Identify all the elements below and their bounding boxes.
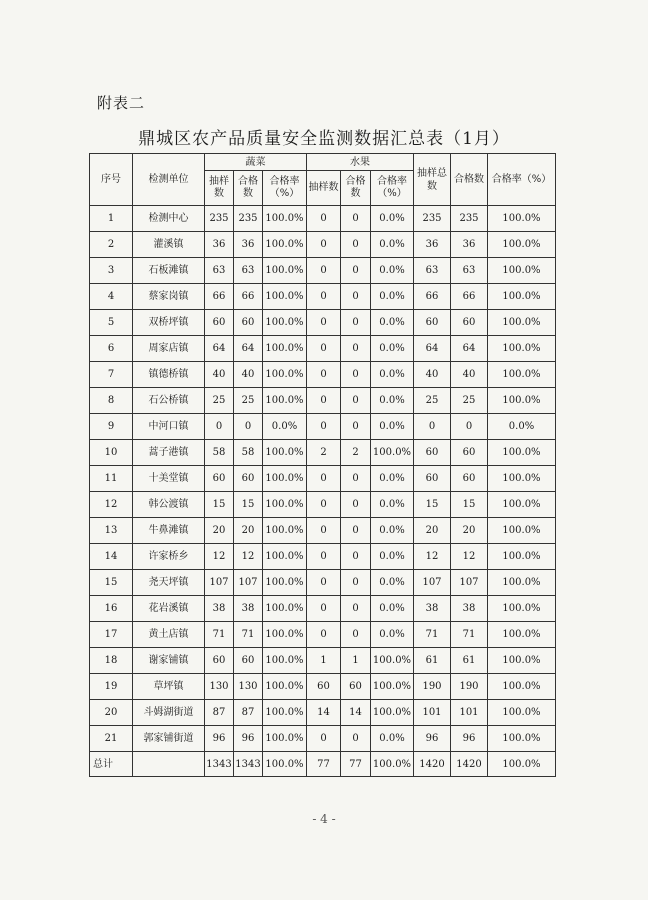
row-veg-sampled: 60 bbox=[205, 310, 234, 336]
row-index: 21 bbox=[90, 726, 133, 752]
row-unit: 尧天坪镇 bbox=[133, 570, 205, 596]
row-fruit-passed: 0 bbox=[341, 466, 371, 492]
table-row bbox=[90, 648, 556, 674]
row-total-sampled: 12 bbox=[414, 544, 451, 570]
row-veg-passed: 64 bbox=[234, 336, 263, 362]
row-total-passed: 20 bbox=[451, 518, 488, 544]
row-total-rate: 100.0% bbox=[488, 622, 556, 648]
row-unit: 韩公渡镇 bbox=[133, 492, 205, 518]
row-veg-rate: 100.0% bbox=[263, 570, 307, 596]
row-veg-rate: 100.0% bbox=[263, 362, 307, 388]
table-row bbox=[90, 310, 556, 336]
row-total-passed: 107 bbox=[451, 570, 488, 596]
row-veg-sampled: 36 bbox=[205, 232, 234, 258]
row-veg-sampled: 63 bbox=[205, 258, 234, 284]
total-unit-cell bbox=[133, 752, 205, 777]
header-vegetable-group: 蔬菜 bbox=[205, 154, 307, 171]
table-row bbox=[90, 570, 556, 596]
row-index: 3 bbox=[90, 258, 133, 284]
row-total-passed: 12 bbox=[451, 544, 488, 570]
row-veg-sampled: 40 bbox=[205, 362, 234, 388]
row-total-passed: 66 bbox=[451, 284, 488, 310]
row-fruit-rate: 0.0% bbox=[371, 414, 414, 440]
row-fruit-rate: 0.0% bbox=[371, 388, 414, 414]
row-unit: 蒿子港镇 bbox=[133, 440, 205, 466]
row-unit: 草坪镇 bbox=[133, 674, 205, 700]
row-fruit-sampled: 14 bbox=[307, 700, 341, 726]
row-total-rate: 100.0% bbox=[488, 570, 556, 596]
row-fruit-rate: 0.0% bbox=[371, 518, 414, 544]
row-veg-rate: 100.0% bbox=[263, 700, 307, 726]
row-fruit-passed: 0 bbox=[341, 622, 371, 648]
row-total-passed: 40 bbox=[451, 362, 488, 388]
row-veg-rate: 100.0% bbox=[263, 388, 307, 414]
row-fruit-passed: 0 bbox=[341, 388, 371, 414]
table-row bbox=[90, 726, 556, 752]
header-unit: 检测单位 bbox=[133, 154, 205, 206]
total-label: 总计 bbox=[90, 752, 133, 777]
table-row bbox=[90, 596, 556, 622]
total-all-sampled: 1420 bbox=[414, 752, 451, 777]
row-fruit-passed: 0 bbox=[341, 336, 371, 362]
row-index: 16 bbox=[90, 596, 133, 622]
row-total-sampled: 0 bbox=[414, 414, 451, 440]
row-total-passed: 36 bbox=[451, 232, 488, 258]
row-unit: 灌溪镇 bbox=[133, 232, 205, 258]
row-fruit-passed: 0 bbox=[341, 232, 371, 258]
page-title: 鼎城区农产品质量安全监测数据汇总表（1月） bbox=[138, 129, 510, 149]
row-fruit-rate: 0.0% bbox=[371, 362, 414, 388]
row-fruit-rate: 0.0% bbox=[371, 232, 414, 258]
row-unit: 十美堂镇 bbox=[133, 466, 205, 492]
row-fruit-rate: 0.0% bbox=[371, 570, 414, 596]
row-fruit-passed: 2 bbox=[341, 440, 371, 466]
row-fruit-passed: 0 bbox=[341, 284, 371, 310]
row-total-passed: 64 bbox=[451, 336, 488, 362]
table-row bbox=[90, 232, 556, 258]
row-total-passed: 71 bbox=[451, 622, 488, 648]
row-total-sampled: 64 bbox=[414, 336, 451, 362]
row-veg-sampled: 60 bbox=[205, 466, 234, 492]
row-fruit-rate: 100.0% bbox=[371, 440, 414, 466]
header-veg-passed: 合格数 bbox=[234, 171, 263, 206]
row-veg-passed: 40 bbox=[234, 362, 263, 388]
row-veg-rate: 100.0% bbox=[263, 544, 307, 570]
row-index: 6 bbox=[90, 336, 133, 362]
total-veg-passed: 1343 bbox=[234, 752, 263, 777]
row-total-rate: 100.0% bbox=[488, 700, 556, 726]
row-fruit-sampled: 0 bbox=[307, 284, 341, 310]
row-fruit-sampled: 0 bbox=[307, 544, 341, 570]
row-unit: 周家店镇 bbox=[133, 336, 205, 362]
row-total-sampled: 38 bbox=[414, 596, 451, 622]
row-veg-passed: 0 bbox=[234, 414, 263, 440]
row-veg-rate: 100.0% bbox=[263, 206, 307, 232]
row-fruit-passed: 0 bbox=[341, 362, 371, 388]
row-veg-sampled: 20 bbox=[205, 518, 234, 544]
row-total-rate: 100.0% bbox=[488, 440, 556, 466]
row-fruit-sampled: 2 bbox=[307, 440, 341, 466]
row-veg-sampled: 64 bbox=[205, 336, 234, 362]
table-row bbox=[90, 440, 556, 466]
row-index: 1 bbox=[90, 206, 133, 232]
row-veg-sampled: 87 bbox=[205, 700, 234, 726]
header-veg-sampled: 抽样数 bbox=[205, 171, 234, 206]
row-total-rate: 100.0% bbox=[488, 362, 556, 388]
header-fruit-passed: 合格数 bbox=[341, 171, 371, 206]
row-fruit-rate: 100.0% bbox=[371, 648, 414, 674]
row-total-sampled: 61 bbox=[414, 648, 451, 674]
header-fruit-group: 水果 bbox=[307, 154, 414, 171]
row-total-passed: 60 bbox=[451, 466, 488, 492]
row-total-rate: 100.0% bbox=[488, 310, 556, 336]
table-row bbox=[90, 466, 556, 492]
total-fruit-passed: 77 bbox=[341, 752, 371, 777]
row-veg-passed: 63 bbox=[234, 258, 263, 284]
row-index: 4 bbox=[90, 284, 133, 310]
row-unit: 牛鼻滩镇 bbox=[133, 518, 205, 544]
row-veg-passed: 20 bbox=[234, 518, 263, 544]
row-veg-passed: 12 bbox=[234, 544, 263, 570]
total-all-rate: 100.0% bbox=[488, 752, 556, 777]
row-fruit-passed: 60 bbox=[341, 674, 371, 700]
row-fruit-sampled: 0 bbox=[307, 258, 341, 284]
row-total-rate: 100.0% bbox=[488, 674, 556, 700]
header-fruit-sampled: 抽样数 bbox=[307, 171, 341, 206]
row-total-sampled: 107 bbox=[414, 570, 451, 596]
row-veg-passed: 58 bbox=[234, 440, 263, 466]
table-row bbox=[90, 492, 556, 518]
row-fruit-rate: 0.0% bbox=[371, 258, 414, 284]
row-fruit-rate: 0.0% bbox=[371, 726, 414, 752]
table-body bbox=[90, 206, 556, 752]
row-total-sampled: 60 bbox=[414, 440, 451, 466]
row-total-rate: 100.0% bbox=[488, 284, 556, 310]
row-total-passed: 96 bbox=[451, 726, 488, 752]
row-veg-rate: 100.0% bbox=[263, 232, 307, 258]
row-total-sampled: 66 bbox=[414, 284, 451, 310]
row-fruit-rate: 0.0% bbox=[371, 544, 414, 570]
row-total-rate: 100.0% bbox=[488, 518, 556, 544]
table-row bbox=[90, 414, 556, 440]
row-total-sampled: 101 bbox=[414, 700, 451, 726]
row-fruit-passed: 14 bbox=[341, 700, 371, 726]
row-total-passed: 235 bbox=[451, 206, 488, 232]
row-veg-passed: 36 bbox=[234, 232, 263, 258]
row-total-rate: 100.0% bbox=[488, 648, 556, 674]
row-fruit-sampled: 0 bbox=[307, 622, 341, 648]
row-index: 10 bbox=[90, 440, 133, 466]
table-row bbox=[90, 388, 556, 414]
row-total-sampled: 96 bbox=[414, 726, 451, 752]
row-total-sampled: 235 bbox=[414, 206, 451, 232]
row-veg-passed: 71 bbox=[234, 622, 263, 648]
row-veg-sampled: 0 bbox=[205, 414, 234, 440]
total-veg-sampled: 1343 bbox=[205, 752, 234, 777]
row-unit: 斗姆湖街道 bbox=[133, 700, 205, 726]
total-fruit-rate: 100.0% bbox=[371, 752, 414, 777]
row-veg-rate: 0.0% bbox=[263, 414, 307, 440]
row-total-passed: 60 bbox=[451, 440, 488, 466]
row-total-rate: 100.0% bbox=[488, 492, 556, 518]
row-veg-passed: 66 bbox=[234, 284, 263, 310]
header-index: 序号 bbox=[90, 154, 133, 206]
row-veg-rate: 100.0% bbox=[263, 518, 307, 544]
row-veg-rate: 100.0% bbox=[263, 310, 307, 336]
row-fruit-sampled: 0 bbox=[307, 726, 341, 752]
row-veg-passed: 87 bbox=[234, 700, 263, 726]
row-unit: 谢家铺镇 bbox=[133, 648, 205, 674]
row-veg-sampled: 38 bbox=[205, 596, 234, 622]
row-fruit-sampled: 0 bbox=[307, 362, 341, 388]
row-fruit-sampled: 0 bbox=[307, 388, 341, 414]
row-total-passed: 190 bbox=[451, 674, 488, 700]
row-fruit-rate: 0.0% bbox=[371, 622, 414, 648]
row-index: 13 bbox=[90, 518, 133, 544]
row-fruit-sampled: 0 bbox=[307, 232, 341, 258]
row-total-passed: 63 bbox=[451, 258, 488, 284]
row-index: 9 bbox=[90, 414, 133, 440]
row-total-rate: 100.0% bbox=[488, 206, 556, 232]
row-total-rate: 100.0% bbox=[488, 336, 556, 362]
row-veg-passed: 60 bbox=[234, 310, 263, 336]
row-veg-passed: 38 bbox=[234, 596, 263, 622]
row-fruit-rate: 0.0% bbox=[371, 596, 414, 622]
total-all-passed: 1420 bbox=[451, 752, 488, 777]
row-index: 12 bbox=[90, 492, 133, 518]
row-veg-rate: 100.0% bbox=[263, 440, 307, 466]
row-veg-passed: 60 bbox=[234, 648, 263, 674]
table-row bbox=[90, 622, 556, 648]
row-fruit-sampled: 1 bbox=[307, 648, 341, 674]
row-fruit-passed: 0 bbox=[341, 596, 371, 622]
row-veg-sampled: 130 bbox=[205, 674, 234, 700]
row-fruit-passed: 0 bbox=[341, 206, 371, 232]
row-total-passed: 25 bbox=[451, 388, 488, 414]
row-total-rate: 100.0% bbox=[488, 258, 556, 284]
table-row bbox=[90, 518, 556, 544]
row-veg-sampled: 60 bbox=[205, 648, 234, 674]
row-fruit-sampled: 0 bbox=[307, 414, 341, 440]
total-fruit-sampled: 77 bbox=[307, 752, 341, 777]
row-fruit-passed: 1 bbox=[341, 648, 371, 674]
total-veg-rate: 100.0% bbox=[263, 752, 307, 777]
row-total-sampled: 60 bbox=[414, 310, 451, 336]
row-fruit-passed: 0 bbox=[341, 570, 371, 596]
table-row bbox=[90, 544, 556, 570]
row-index: 17 bbox=[90, 622, 133, 648]
row-veg-rate: 100.0% bbox=[263, 726, 307, 752]
row-total-sampled: 15 bbox=[414, 492, 451, 518]
row-veg-rate: 100.0% bbox=[263, 466, 307, 492]
table-row bbox=[90, 362, 556, 388]
row-total-passed: 0 bbox=[451, 414, 488, 440]
row-fruit-rate: 0.0% bbox=[371, 206, 414, 232]
row-fruit-passed: 0 bbox=[341, 258, 371, 284]
row-veg-passed: 130 bbox=[234, 674, 263, 700]
row-total-rate: 100.0% bbox=[488, 232, 556, 258]
row-veg-sampled: 25 bbox=[205, 388, 234, 414]
row-total-passed: 101 bbox=[451, 700, 488, 726]
row-fruit-passed: 0 bbox=[341, 414, 371, 440]
row-veg-passed: 96 bbox=[234, 726, 263, 752]
row-unit: 石板滩镇 bbox=[133, 258, 205, 284]
row-veg-passed: 15 bbox=[234, 492, 263, 518]
row-veg-sampled: 66 bbox=[205, 284, 234, 310]
header-total-rate: 合格率（%） bbox=[488, 154, 556, 206]
row-fruit-sampled: 0 bbox=[307, 518, 341, 544]
appendix-label: 附表二 bbox=[97, 94, 146, 112]
header-veg-rate: 合格率（%） bbox=[263, 171, 307, 206]
row-fruit-passed: 0 bbox=[341, 544, 371, 570]
row-fruit-sampled: 0 bbox=[307, 310, 341, 336]
row-unit: 郭家铺街道 bbox=[133, 726, 205, 752]
row-fruit-passed: 0 bbox=[341, 310, 371, 336]
row-veg-rate: 100.0% bbox=[263, 336, 307, 362]
table-row bbox=[90, 284, 556, 310]
row-unit: 花岩溪镇 bbox=[133, 596, 205, 622]
row-veg-rate: 100.0% bbox=[263, 674, 307, 700]
row-total-rate: 100.0% bbox=[488, 596, 556, 622]
summary-table bbox=[89, 153, 556, 777]
row-total-sampled: 71 bbox=[414, 622, 451, 648]
row-total-rate: 100.0% bbox=[488, 726, 556, 752]
row-fruit-rate: 0.0% bbox=[371, 336, 414, 362]
table-row bbox=[90, 674, 556, 700]
row-veg-passed: 25 bbox=[234, 388, 263, 414]
row-total-sampled: 20 bbox=[414, 518, 451, 544]
row-fruit-rate: 0.0% bbox=[371, 310, 414, 336]
row-fruit-sampled: 0 bbox=[307, 492, 341, 518]
row-fruit-sampled: 60 bbox=[307, 674, 341, 700]
row-total-sampled: 40 bbox=[414, 362, 451, 388]
row-unit: 双桥坪镇 bbox=[133, 310, 205, 336]
row-total-passed: 60 bbox=[451, 310, 488, 336]
row-fruit-sampled: 0 bbox=[307, 466, 341, 492]
row-veg-sampled: 235 bbox=[205, 206, 234, 232]
row-veg-rate: 100.0% bbox=[263, 492, 307, 518]
row-veg-passed: 107 bbox=[234, 570, 263, 596]
row-unit: 检测中心 bbox=[133, 206, 205, 232]
row-unit: 蔡家岗镇 bbox=[133, 284, 205, 310]
row-veg-sampled: 71 bbox=[205, 622, 234, 648]
row-fruit-passed: 0 bbox=[341, 492, 371, 518]
row-total-sampled: 25 bbox=[414, 388, 451, 414]
row-fruit-passed: 0 bbox=[341, 726, 371, 752]
row-veg-rate: 100.0% bbox=[263, 258, 307, 284]
row-total-rate: 100.0% bbox=[488, 388, 556, 414]
row-unit: 许家桥乡 bbox=[133, 544, 205, 570]
header-total-passed: 合格数 bbox=[451, 154, 488, 206]
row-fruit-sampled: 0 bbox=[307, 570, 341, 596]
total-row bbox=[90, 752, 556, 777]
row-fruit-rate: 0.0% bbox=[371, 284, 414, 310]
row-fruit-rate: 0.0% bbox=[371, 492, 414, 518]
row-veg-rate: 100.0% bbox=[263, 648, 307, 674]
row-veg-rate: 100.0% bbox=[263, 622, 307, 648]
row-total-sampled: 36 bbox=[414, 232, 451, 258]
row-index: 15 bbox=[90, 570, 133, 596]
row-veg-passed: 235 bbox=[234, 206, 263, 232]
row-veg-rate: 100.0% bbox=[263, 596, 307, 622]
row-total-passed: 61 bbox=[451, 648, 488, 674]
row-index: 2 bbox=[90, 232, 133, 258]
row-unit: 黄土店镇 bbox=[133, 622, 205, 648]
row-veg-sampled: 107 bbox=[205, 570, 234, 596]
row-fruit-sampled: 0 bbox=[307, 336, 341, 362]
row-veg-sampled: 58 bbox=[205, 440, 234, 466]
header-total-sampled: 抽样总数 bbox=[414, 154, 451, 206]
row-veg-sampled: 96 bbox=[205, 726, 234, 752]
row-total-sampled: 63 bbox=[414, 258, 451, 284]
row-fruit-passed: 0 bbox=[341, 518, 371, 544]
row-index: 18 bbox=[90, 648, 133, 674]
row-unit: 镇德桥镇 bbox=[133, 362, 205, 388]
row-total-passed: 15 bbox=[451, 492, 488, 518]
row-index: 14 bbox=[90, 544, 133, 570]
header-fruit-rate: 合格率（%） bbox=[371, 171, 414, 206]
row-veg-sampled: 15 bbox=[205, 492, 234, 518]
row-fruit-sampled: 0 bbox=[307, 206, 341, 232]
row-fruit-rate: 0.0% bbox=[371, 466, 414, 492]
table-row bbox=[90, 700, 556, 726]
row-unit: 石公桥镇 bbox=[133, 388, 205, 414]
row-total-passed: 38 bbox=[451, 596, 488, 622]
row-fruit-rate: 100.0% bbox=[371, 674, 414, 700]
table-row bbox=[90, 206, 556, 232]
row-total-rate: 100.0% bbox=[488, 544, 556, 570]
row-index: 11 bbox=[90, 466, 133, 492]
row-veg-passed: 60 bbox=[234, 466, 263, 492]
row-fruit-rate: 100.0% bbox=[371, 700, 414, 726]
row-veg-sampled: 12 bbox=[205, 544, 234, 570]
row-total-rate: 0.0% bbox=[488, 414, 556, 440]
row-total-sampled: 190 bbox=[414, 674, 451, 700]
row-unit: 中河口镇 bbox=[133, 414, 205, 440]
row-index: 20 bbox=[90, 700, 133, 726]
row-veg-rate: 100.0% bbox=[263, 284, 307, 310]
row-total-rate: 100.0% bbox=[488, 466, 556, 492]
row-total-sampled: 60 bbox=[414, 466, 451, 492]
row-index: 7 bbox=[90, 362, 133, 388]
row-index: 19 bbox=[90, 674, 133, 700]
table-row bbox=[90, 258, 556, 284]
row-index: 5 bbox=[90, 310, 133, 336]
row-fruit-sampled: 0 bbox=[307, 596, 341, 622]
page-number: - 4 - bbox=[312, 812, 336, 826]
table-row bbox=[90, 336, 556, 362]
row-index: 8 bbox=[90, 388, 133, 414]
